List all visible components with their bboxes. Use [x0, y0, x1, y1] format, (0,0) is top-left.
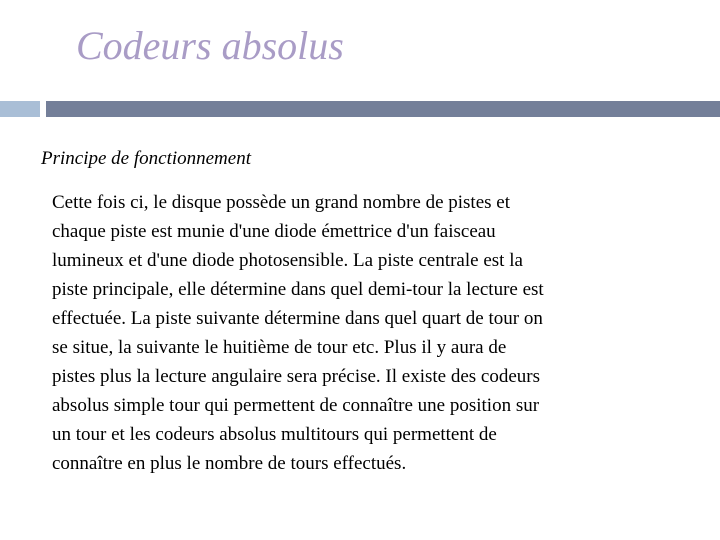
body-line: se situe, la suivante le huitième de tour etc. Plus il y aura de: [52, 337, 507, 358]
body-line: Cette fois ci, le disque possède un grand nombre de pistes et: [52, 192, 511, 213]
body-line: un tour et les codeurs absolus multitours qui permettent de: [52, 424, 497, 445]
body-line: effectuée. La piste suivante détermine dans quel quart de tour on: [52, 308, 543, 329]
body-line: pistes plus la lecture angulaire sera précise. Il existe des codeurs: [52, 366, 541, 387]
body-line: piste principale, elle détermine dans quel demi-tour la lecture est: [52, 279, 544, 300]
body-line: connaître en plus le nombre de tours effectués.: [52, 453, 407, 474]
body-line: absolus simple tour qui permettent de connaître une position sur: [52, 395, 540, 416]
body-line: chaque piste est munie d'une diode émettrice d'un faisceau: [52, 221, 496, 242]
title-divider-accent: [0, 101, 40, 117]
body-line: lumineux et d'une diode photosensible. La piste centrale est la: [52, 250, 523, 271]
body-paragraph: [52, 188, 692, 478]
section-heading: Principe de fonctionnement: [41, 148, 251, 169]
slide-title: Codeurs absolus: [76, 23, 344, 68]
title-divider-bar: [46, 101, 720, 117]
